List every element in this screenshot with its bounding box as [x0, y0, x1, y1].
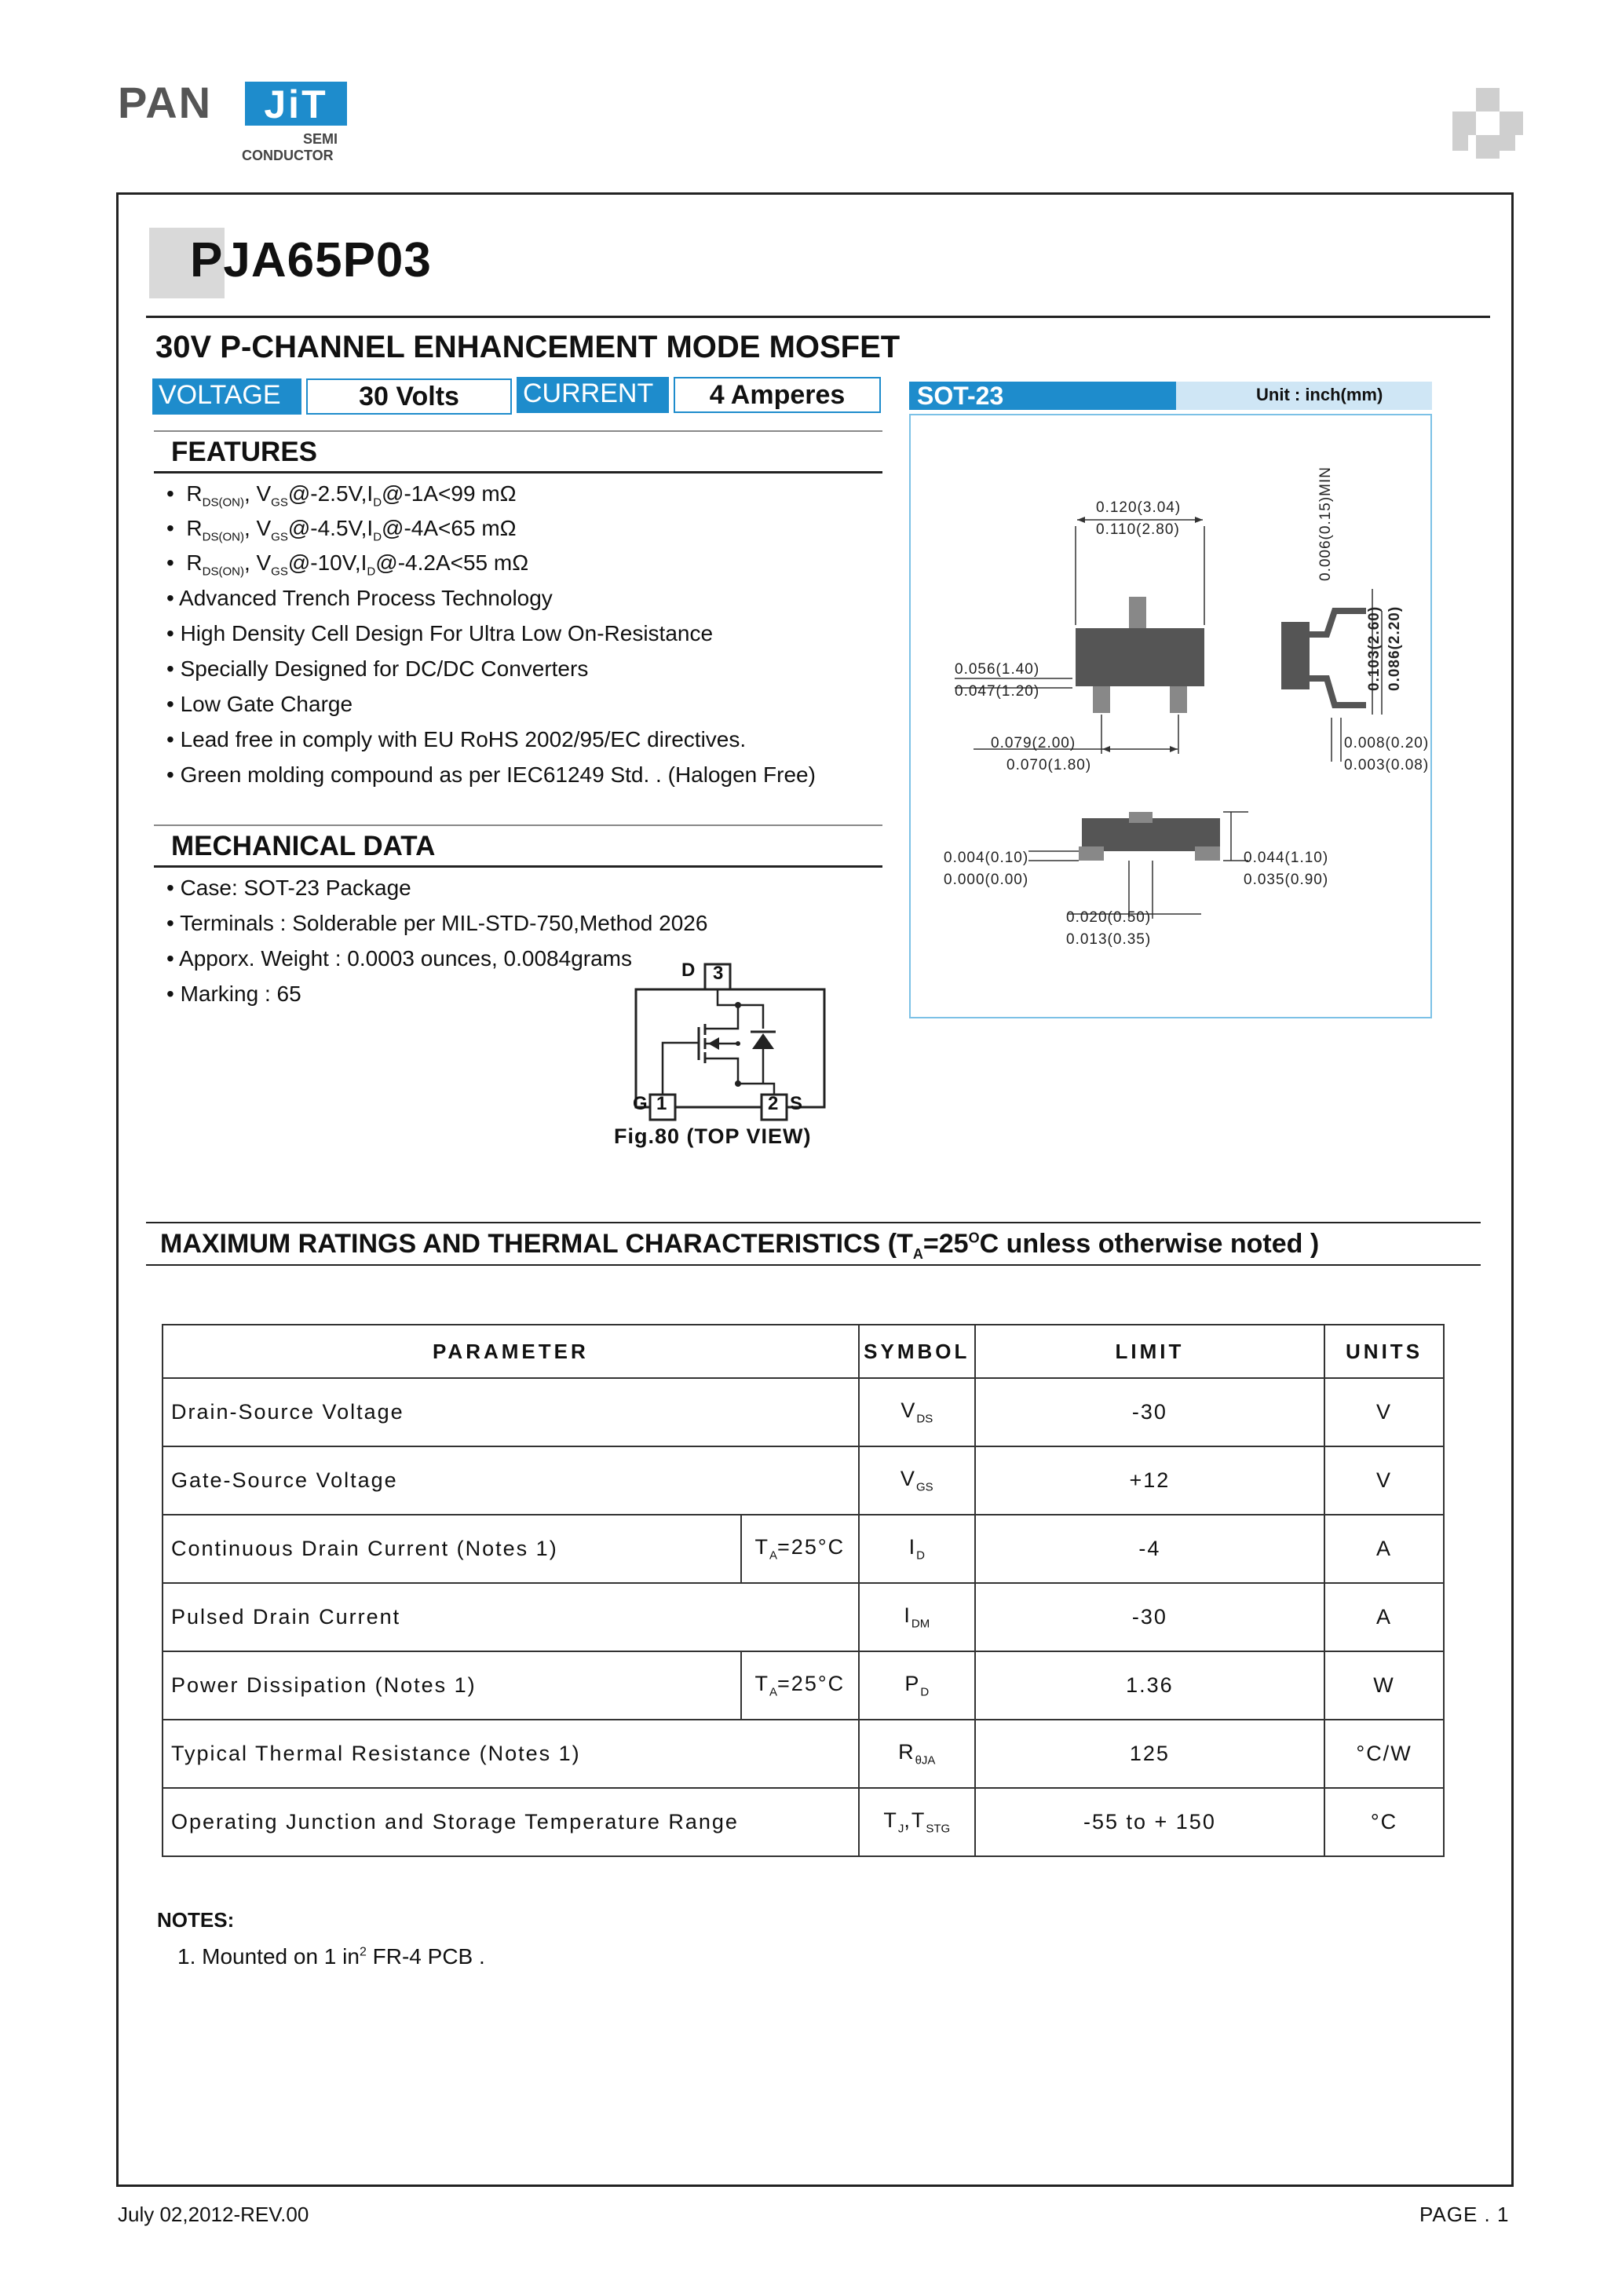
table-row	[163, 1446, 1444, 1515]
symbol-cell: $I_{DM}$	[859, 1583, 975, 1651]
col-header-symbol: SYMBOL	[859, 1325, 975, 1378]
symbol-cell: $V_{GS}$	[859, 1446, 975, 1515]
voltage-value-chip: 30 Volts	[306, 378, 512, 415]
dim-standoff-min: 0.000(0.00)	[944, 872, 1029, 888]
dim-span-min: 0.070(1.80)	[1006, 757, 1092, 773]
pinout-caption: Fig.80 (TOP VIEW)	[614, 1124, 812, 1148]
limit-cell: -30	[975, 1378, 1324, 1446]
dim-body-height-max: 0.044(1.10)	[1244, 850, 1329, 866]
symbol-cell: $P_D$	[859, 1651, 975, 1720]
symbol-cell: $R_{\theta JA}$	[859, 1720, 975, 1788]
title-rule	[146, 316, 1490, 318]
voltage-label-chip: VOLTAGE	[152, 378, 301, 415]
note-1: 1. Mounted on 1 $in^2$ FR-4 PCB .	[177, 1944, 485, 1969]
feature-item: • Advanced Trench Process Technology	[166, 586, 553, 610]
dim-lead-thick-min: 0.003(0.08)	[1344, 757, 1430, 773]
param-cell: Gate-Source Voltage	[163, 1446, 859, 1515]
dim-span-max: 0.079(2.00)	[991, 735, 1076, 751]
table-row	[163, 1651, 1444, 1720]
condition-cell: $T_A=25^\circ C$	[741, 1651, 859, 1720]
logo-pan-text: PAN	[118, 78, 213, 127]
notes-title: NOTES:	[157, 1908, 235, 1932]
symbol-cell: $I_D$	[859, 1515, 975, 1583]
units-cell: °C/W	[1324, 1720, 1444, 1788]
units-cell: V	[1324, 1446, 1444, 1515]
col-header-units: UNITS	[1324, 1325, 1444, 1378]
mosfet-pinout-diagram	[620, 958, 848, 1146]
sot23-title: SOT-23	[909, 382, 1176, 410]
symbol-cell: $V_{DS}$	[859, 1378, 975, 1446]
units-cell: V	[1324, 1378, 1444, 1446]
table-row	[163, 1583, 1444, 1651]
feature-rds-2: • $R_{DS(ON)}$, $V_{GS}@-4.5V,I_D@-4A<65$ mΩ	[166, 516, 517, 544]
col-header-parameter: PARAMETER	[163, 1325, 859, 1378]
feature-rds-1: • $R_{DS(ON)}$, $V_{GS}@-2.5V,I_D@-1A<99$ mΩ	[166, 481, 517, 510]
param-cell: Operating Junction and Storage Temperature Range	[163, 1788, 859, 1856]
limit-cell: 125	[975, 1720, 1324, 1788]
mechanical-top-rule	[154, 824, 882, 826]
features-rule	[154, 471, 882, 473]
param-cell: Continuous Drain Current (Notes 1)	[163, 1515, 741, 1583]
ratings-table	[162, 1324, 1445, 1857]
param-cell: Drain-Source Voltage	[163, 1378, 859, 1446]
logo-jit-badge: JiT	[245, 82, 347, 126]
mechanical-item: • Apporx. Weight : 0.0003 ounces, 0.0084grams	[166, 946, 632, 971]
logo-semi-text: SEMI	[303, 131, 338, 147]
dim-lead-width-max: 0.020(0.50)	[1066, 909, 1152, 926]
symbol-cell: $T_J,T_{STG}$	[859, 1788, 975, 1856]
dim-lead-thick-max: 0.008(0.20)	[1344, 735, 1430, 751]
limit-cell: 1.36	[975, 1651, 1324, 1720]
mechanical-rule	[154, 865, 882, 868]
condition-cell: $T_A=25^\circ C$	[741, 1515, 859, 1583]
limit-cell: -30	[975, 1583, 1324, 1651]
features-top-rule	[154, 430, 882, 432]
logo-conductor-text: CONDUCTOR	[242, 148, 334, 163]
dim-pitch-max: 0.056(1.40)	[955, 661, 1040, 678]
pin-s-label: S	[790, 1093, 803, 1114]
ratings-bottom-rule	[146, 1264, 1481, 1266]
feature-item: • Specially Designed for DC/DC Converters	[166, 656, 589, 681]
param-cell: Power Dissipation (Notes 1)	[163, 1651, 741, 1720]
current-value-chip: 4 Amperes	[674, 377, 881, 413]
pin-3-label: 3	[713, 963, 724, 984]
mechanical-item: • Case: SOT-23 Package	[166, 876, 411, 900]
pin-2-label: 2	[768, 1093, 779, 1114]
feature-item: • Green molding compound as per IEC61249 Std. . (Halogen Free)	[166, 762, 816, 787]
limit-cell: +12	[975, 1446, 1324, 1515]
col-header-limit: LIMIT	[975, 1325, 1324, 1378]
sot23-unit: Unit : inch(mm)	[1256, 385, 1383, 404]
pin-d-label: D	[681, 960, 696, 981]
limit-cell: -4	[975, 1515, 1324, 1583]
dim-body-height-min: 0.035(0.90)	[1244, 872, 1329, 888]
mechanical-item: • Marking : 65	[166, 982, 301, 1006]
table-row	[163, 1378, 1444, 1446]
table-header-row	[163, 1325, 1444, 1378]
feature-rds-3: • $R_{DS(ON)}$, $V_{GS}@-10V,I_D@-4.2A<55$ mΩ	[166, 550, 529, 579]
dim-lead-width-min: 0.013(0.35)	[1066, 931, 1152, 948]
dim-pitch-min: 0.047(1.20)	[955, 683, 1040, 700]
units-cell: A	[1324, 1515, 1444, 1583]
table-row	[163, 1720, 1444, 1788]
pin-g-label: G	[633, 1093, 648, 1114]
feature-item: • Low Gate Charge	[166, 692, 353, 716]
footer-page: PAGE . 1	[1419, 2203, 1510, 2226]
units-cell: A	[1324, 1583, 1444, 1651]
dim-width-max: 0.120(3.04)	[1096, 499, 1182, 516]
mechanical-title: MECHANICAL DATA	[171, 831, 436, 861]
dim-height-max: 0.103(2.60)	[1366, 605, 1383, 691]
units-cell: °C	[1324, 1788, 1444, 1856]
table-row	[163, 1788, 1444, 1856]
features-title: FEATURES	[171, 437, 318, 467]
units-cell: W	[1324, 1651, 1444, 1720]
feature-item: • High Density Cell Design For Ultra Low On-Resistance	[166, 621, 714, 645]
footer-date: July 02,2012-REV.00	[118, 2203, 309, 2226]
pin-1-label: 1	[656, 1093, 667, 1114]
ratings-top-rule	[146, 1222, 1481, 1223]
param-cell: Pulsed Drain Current	[163, 1583, 859, 1651]
current-label-chip: CURRENT	[517, 377, 669, 413]
dim-width-min: 0.110(2.80)	[1096, 521, 1180, 538]
limit-cell: -55 to + 150	[975, 1788, 1324, 1856]
part-number: PJA65P03	[190, 233, 432, 287]
dim-standoff-max: 0.004(0.10)	[944, 850, 1029, 866]
feature-item: • Lead free in comply with EU RoHS 2002/95/EC directives.	[166, 727, 747, 751]
mechanical-item: • Terminals : Solderable per MIL-STD-750,Method 2026	[166, 911, 708, 935]
dim-height-min: 0.086(2.20)	[1386, 605, 1403, 691]
device-subtitle: 30V P-CHANNEL ENHANCEMENT MODE MOSFET	[155, 330, 901, 364]
ratings-title: MAXIMUM RATINGS AND THERMAL CHARACTERISTICS ($T_A=25^OC$ unless otherwise noted )	[160, 1229, 1320, 1262]
dim-lead-min: 0.006(0.15)MIN	[1317, 466, 1334, 581]
table-row	[163, 1515, 1444, 1583]
param-cell: Typical Thermal Resistance (Notes 1)	[163, 1720, 859, 1788]
